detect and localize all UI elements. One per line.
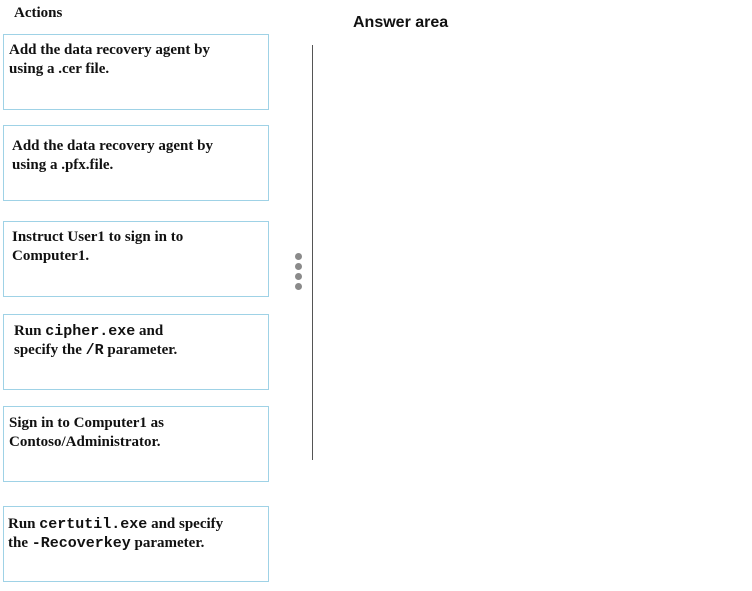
- action-card-text-segment: and specify: [147, 516, 224, 532]
- pane-divider: [312, 45, 313, 460]
- action-card-run-certutil[interactable]: [3, 506, 269, 582]
- action-card-text: [9, 41, 262, 79]
- command-parameter: -Recoverkey: [31, 535, 131, 552]
- action-card-text-segment: Run: [8, 516, 40, 532]
- command-parameter: /R: [85, 342, 104, 359]
- action-card-line: Computer1.: [12, 248, 90, 264]
- actions-heading: Actions: [14, 5, 63, 21]
- handle-dot: [295, 283, 302, 290]
- handle-dot: [295, 273, 302, 280]
- action-card-text-segment: Run: [14, 323, 46, 339]
- answer-area-drop-zone[interactable]: [330, 40, 740, 580]
- handle-dot: [295, 263, 302, 270]
- action-card-line: Instruct User1 to sign in to: [12, 229, 184, 245]
- command-name: certutil.exe: [39, 516, 148, 533]
- action-card-instruct-user1[interactable]: [3, 221, 269, 297]
- vertical-dots-drag-handle-icon[interactable]: [295, 253, 303, 293]
- action-card-sign-in-admin[interactable]: [3, 406, 269, 482]
- command-name: cipher.exe: [45, 323, 136, 340]
- action-card-text: [14, 322, 262, 360]
- answer-area-heading: Answer area: [353, 14, 449, 31]
- action-card-line: using a .pfx.file.: [12, 157, 114, 173]
- action-card-text-segment: parameter.: [130, 535, 205, 551]
- action-card-text-segment: parameter.: [103, 342, 178, 358]
- action-card-text-segment: the: [8, 535, 32, 551]
- action-card-text: [9, 414, 262, 452]
- action-card-text: [12, 228, 262, 266]
- action-card-line: Add the data recovery agent by: [9, 42, 210, 58]
- action-card-line: Contoso/Administrator.: [9, 434, 161, 450]
- action-card-line: Sign in to Computer1 as: [9, 415, 165, 431]
- handle-dot: [295, 253, 302, 260]
- action-card-line: Add the data recovery agent by: [12, 138, 213, 154]
- action-card-add-dra-cer[interactable]: [3, 34, 269, 110]
- action-card-text-segment: specify the: [14, 342, 86, 358]
- action-card-line: using a .cer file.: [9, 61, 110, 77]
- action-card-add-dra-pfx[interactable]: [3, 125, 269, 201]
- action-card-text-segment: and: [135, 323, 164, 339]
- action-card-run-cipher[interactable]: [3, 314, 269, 390]
- action-card-text: [12, 137, 262, 175]
- action-card-text: [8, 515, 262, 553]
